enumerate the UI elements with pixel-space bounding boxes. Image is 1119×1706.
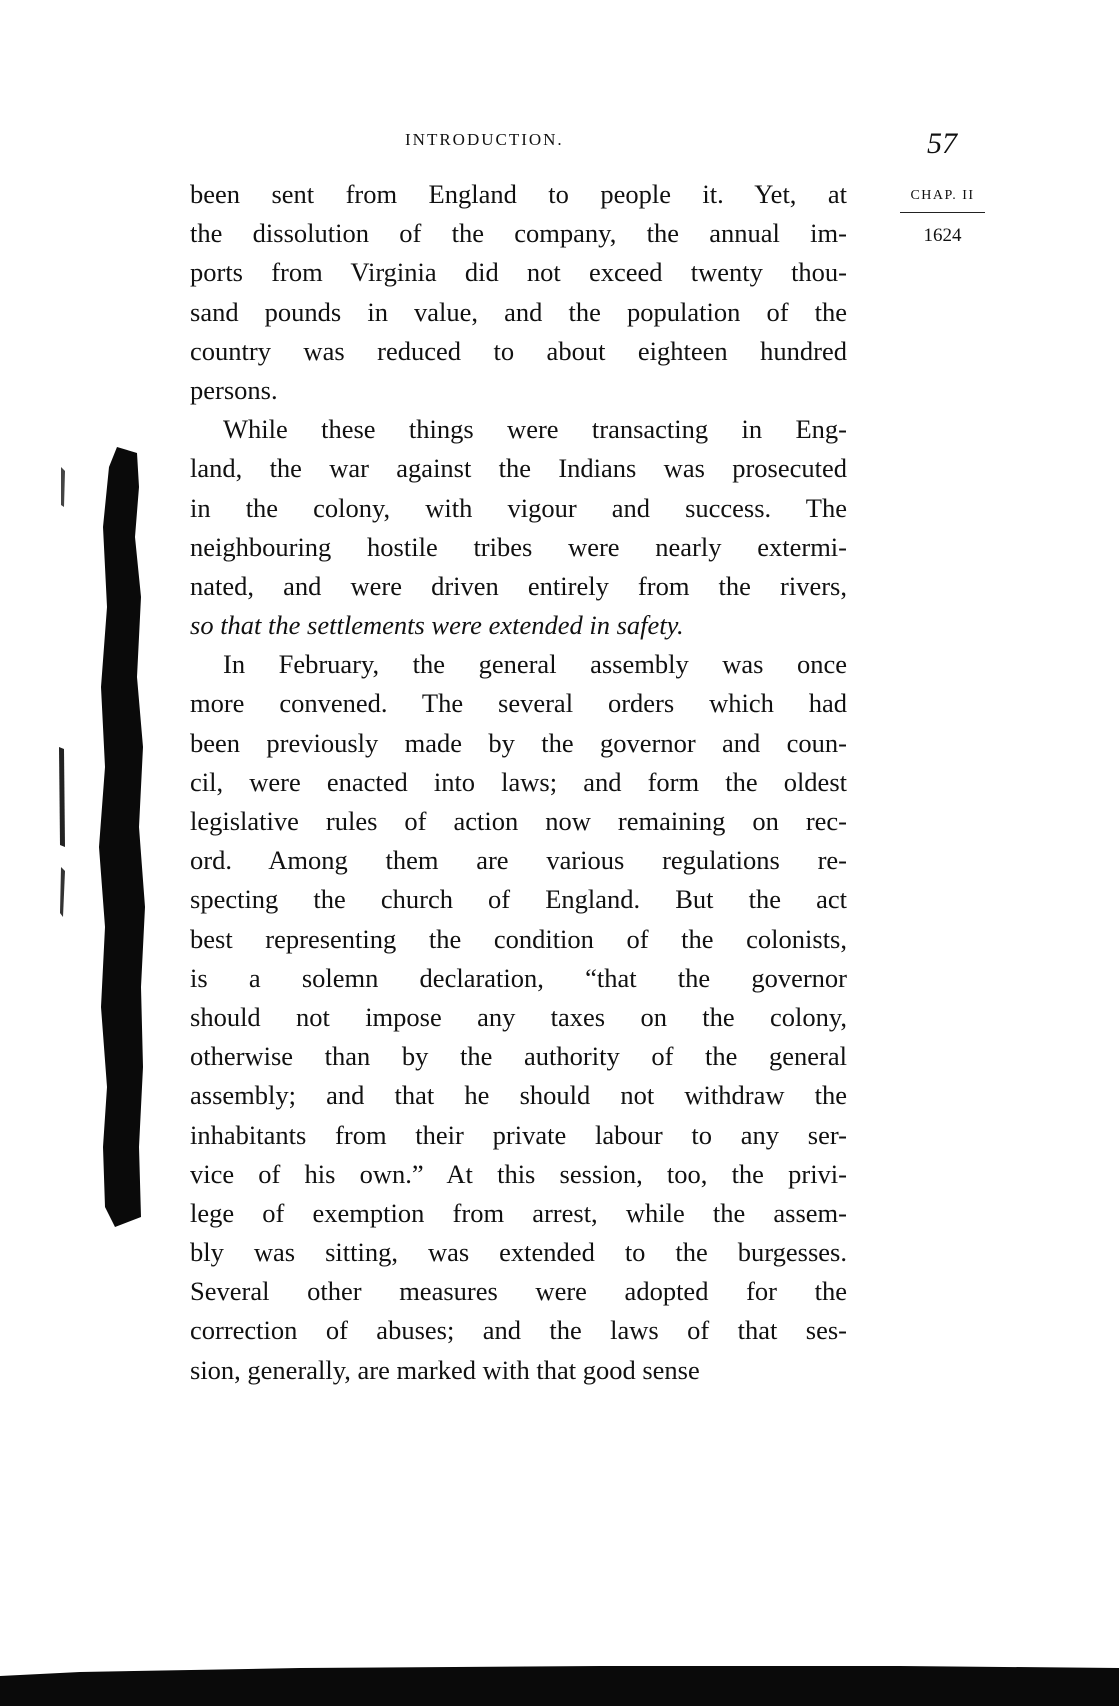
text-line: best representing the condition of the colonists,: [190, 923, 847, 954]
text-line: so that the settlements were extended in safety.: [190, 610, 684, 641]
text-line: In February, the general assembly was once: [223, 649, 847, 680]
text-line: otherwise than by the authority of the general: [190, 1041, 847, 1072]
text-line: correction of abuses; and the laws of that ses-: [190, 1315, 847, 1346]
body-text: [190, 175, 847, 1390]
scan-bottom-edge: [0, 1658, 1119, 1706]
text-line: lege of exemption from arrest, while the assem-: [190, 1197, 847, 1228]
text-line: nated, and were driven entirely from the rivers,: [190, 570, 847, 601]
text-line: bly was sitting, was extended to the burgesses.: [190, 1237, 847, 1268]
text-line: ord. Among them are various regulations re-: [190, 845, 847, 876]
text-line: more convened. The several orders which had: [190, 688, 847, 719]
text-line: ports from Virginia did not exceed twenty thou-: [190, 257, 847, 288]
text-line: neighbouring hostile tribes were nearly extermi-: [190, 531, 847, 562]
page-number: 57: [927, 127, 957, 160]
text-line: land, the war against the Indians was prosecuted: [190, 453, 847, 484]
text-line: country was reduced to about eighteen hundred: [190, 335, 847, 366]
text-line: been previously made by the governor and coun-: [190, 727, 847, 758]
text-line: is a solemn declaration, “that the governor: [190, 962, 847, 993]
running-head: INTRODUCTION.: [405, 130, 564, 149]
year-label: 1624: [923, 225, 962, 246]
text-line: cil, were enacted into laws; and form the oldest: [190, 766, 847, 797]
text-line: persons.: [190, 374, 278, 405]
text-line: sion, generally, are marked with that good sense: [190, 1354, 700, 1385]
margin-note: [900, 188, 985, 247]
text-line: While these things were transacting in Eng-: [223, 414, 847, 445]
text-line: assembly; and that he should not withdraw the: [190, 1080, 847, 1111]
chapter-label: CHAP. II: [900, 188, 985, 213]
text-line: in the colony, with vigour and success. The: [190, 492, 847, 523]
text-line: legislative rules of action now remaining on rec-: [190, 806, 847, 836]
text-line: specting the church of England. But the act: [190, 884, 847, 915]
text-line: Several other measures were adopted for the: [190, 1276, 847, 1307]
text-line: inhabitants from their private labour to any ser-: [190, 1119, 847, 1150]
text-line: the dissolution of the company, the annual im-: [190, 218, 847, 249]
text-line: been sent from England to people it. Yet, at: [190, 179, 847, 209]
text-line: vice of his own.” At this session, too, the privi-: [190, 1158, 847, 1189]
text-line: should not impose any taxes on the colony,: [190, 1001, 847, 1032]
text-line: sand pounds in value, and the population of the: [190, 296, 847, 327]
scan-spine-shadow: [55, 447, 145, 1227]
